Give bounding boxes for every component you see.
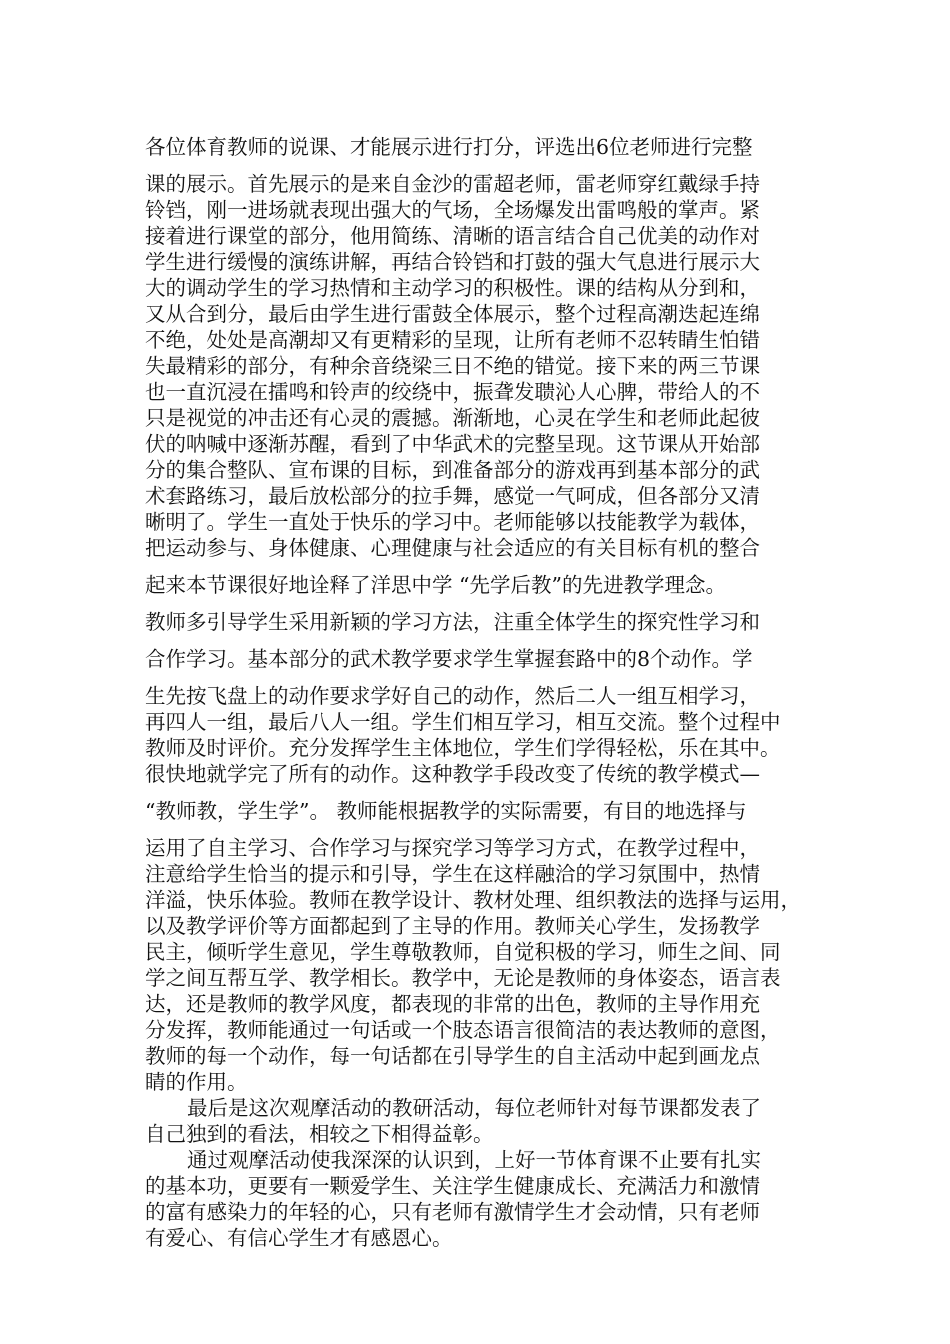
text-line: 有爱心、有信心学生才有感恩心。: [145, 1226, 453, 1250]
text-line: 又从合到分，最后由学生进行雷鼓全体展示，整个过程高潮迭起连绵: [145, 302, 760, 326]
text-line: 教师及时评价。充分发挥学生主体地位，学生们学得轻松，乐在其中。: [145, 736, 781, 760]
text-line: 分的集合整队、宣布课的目标，到准备部分的游戏再到基本部分的武: [145, 458, 760, 482]
text-line: 学生进行缓慢的演练讲解，再结合铃铛和打鼓的强大气息进行展示大: [145, 250, 760, 274]
text-line: 民主，倾听学生意见，学生尊敬教师，自觉积极的学习，师生之间、同: [145, 940, 781, 964]
text-line: 不绝，处处是高潮却又有更精彩的呈现，让所有老师不忍转睛生怕错: [145, 328, 760, 352]
text-line: 最后是这次观摩活动的教研活动，每位老师针对每节课都发表了: [187, 1096, 761, 1120]
text-line: 的富有感染力的年轻的心，只有老师有激情学生才会动情，只有老师: [145, 1200, 760, 1224]
document-body: [145, 134, 815, 1251]
text-line: 注意给学生恰当的提示和引导，学生在这样融洽的学习氛围中，热情: [145, 862, 760, 886]
text-line: 伏的呐喊中逐渐苏醒，看到了中华武术的完整呈现。这节课从开始部: [145, 432, 760, 456]
text-line: “教师教，学生学”。 教师能根据教学的实际需要，有目的地选择与: [145, 799, 747, 823]
text-line: 通过观摩活动使我深深的认识到，上好一节体育课不止要有扎实: [187, 1148, 761, 1172]
text-line: 睛的作用。: [145, 1070, 248, 1094]
text-line: 运用了自主学习、合作学习与探究学习等学习方式，在教学过程中，: [145, 836, 760, 860]
text-line: 合作学习。基本部分的武术教学要求学生掌握套路中的8个动作。学: [145, 647, 753, 671]
text-line: 再四人一组，最后八人一组。学生们相互学习，相互交流。整个过程中: [145, 710, 781, 734]
text-line: 失最精彩的部分，有种余音绕梁三日不绝的错觉。接下来的两三节课: [145, 354, 760, 378]
text-line: 达，还是教师的教学风度，都表现的非常的出色，教师的主导作用充: [145, 992, 760, 1016]
text-line: 术套路练习，最后放松部分的拉手舞，感觉一气呵成，但各部分又清: [145, 484, 760, 508]
text-line: 铃铛，刚一进场就表现出强大的气场，全场爆发出雷鸣般的掌声。紧: [145, 198, 760, 222]
text-line: 接着进行课堂的部分，他用简练、清晰的语言结合自己优美的动作对: [145, 224, 760, 248]
text-line: 以及教学评价等方面都起到了主导的作用。教师关心学生，发扬教学: [145, 914, 760, 938]
text-line: 教师的每一个动作，每一句话都在引导学生的自主活动中起到画龙点: [145, 1044, 760, 1068]
text-line: 学之间互帮互学、教学相长。教学中，无论是教师的身体姿态，语言表: [145, 966, 781, 990]
text-line: 自己独到的看法，相较之下相得益彰。: [145, 1122, 494, 1146]
text-line: 各位体育教师的说课、才能展示进行打分，评选出6位老师进行完整: [145, 135, 753, 159]
text-line: 很快地就学完了所有的动作。这种教学手段改变了传统的教学模式—: [145, 762, 760, 786]
text-line: 洋溢，快乐体验。教师在教学设计、教材处理、组织教法的选择与运用，: [145, 888, 801, 912]
text-line: 把运动参与、身体健康、心理健康与社会适应的有关目标有机的整合: [145, 536, 760, 560]
text-line: 教师多引导学生采用新颖的学习方法，注重全体学生的探究性学习和: [145, 610, 760, 634]
text-line: 的基本功，更要有一颗爱学生、关注学生健康成长、充满活力和激情: [145, 1174, 760, 1198]
text-line: 大的调动学生的学习热情和主动学习的积极性。课的结构从分到和，: [145, 276, 760, 300]
text-line: 只是视觉的冲击还有心灵的震撼。渐渐地，心灵在学生和老师此起彼: [145, 406, 760, 430]
text-line: 也一直沉浸在擂鸣和铃声的绞绕中，振聋发聩沁人心脾，带给人的不: [145, 380, 760, 404]
text-line: 起来本节课很好地诠释了洋思中学 “先学后教”的先进教学理念。: [145, 573, 726, 597]
text-line: 分发挥，教师能通过一句话或一个肢态语言很简洁的表达教师的意图，: [145, 1018, 781, 1042]
text-line: 生先按飞盘上的动作要求学好自己的动作，然后二人一组互相学习，: [145, 684, 760, 708]
text-line: 课的展示。首先展示的是来自金沙的雷超老师，雷老师穿红戴绿手持: [145, 172, 760, 196]
text-line: 晰明了。学生一直处于快乐的学习中。老师能够以技能教学为载体，: [145, 510, 760, 534]
